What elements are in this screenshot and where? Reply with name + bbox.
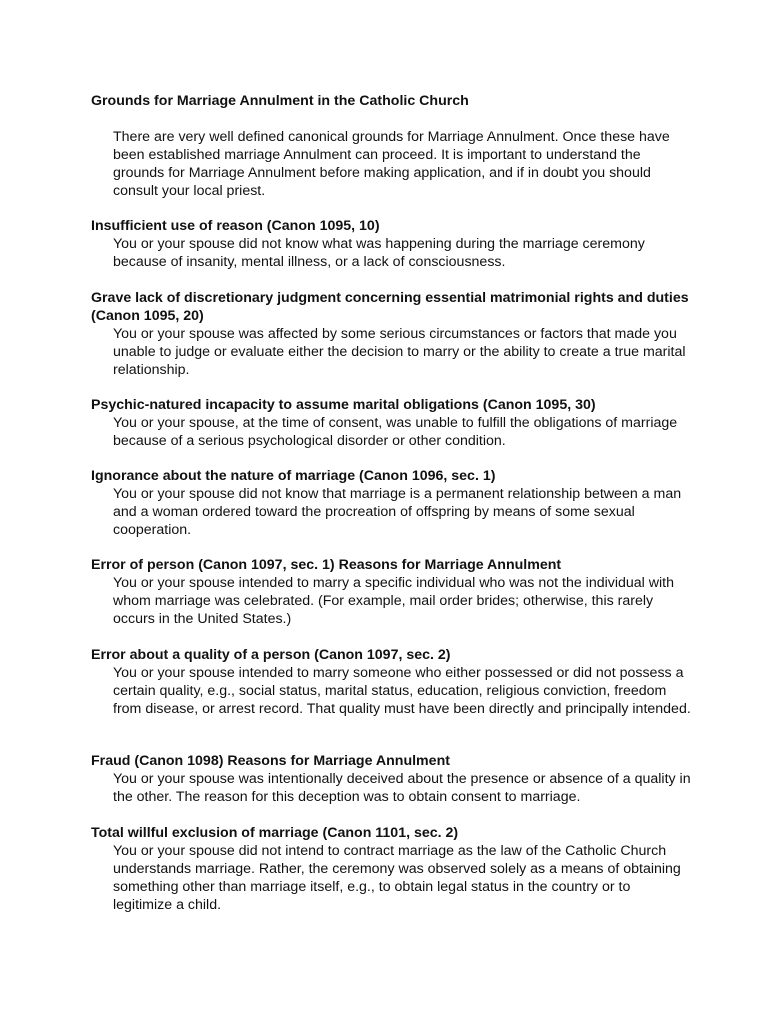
section-heading: Ignorance about the nature of marriage (Canon 1096, sec. 1) — [91, 468, 496, 484]
section-body: You or your spouse did not intend to contract marriage as the law of the Catholic Church understands marriage. Rather, the ceremony was observed solely as a means of obtaining something other than marriage itself, e.g., to obtain legal status in the country or to legitimize a child. — [113, 843, 681, 913]
section-heading: Total willful exclusion of marriage (Canon 1101, sec. 2) — [91, 825, 459, 841]
section-body: You or your spouse was affected by some serious circumstances or factors that made you unable to judge or evaluate either the decision to marry or the ability to create a true marital relationship. — [113, 326, 686, 378]
section-grave-lack-judgment — [91, 289, 691, 379]
section-body: You or your spouse, at the time of consent, was unable to fulfill the obligations of marriage because of a serious psychological disorder or other condition. — [113, 415, 678, 449]
section-heading: Error about a quality of a person (Canon 1097, sec. 2) — [91, 647, 451, 663]
section-heading: Psychic-natured incapacity to assume marital obligations (Canon 1095, 30) — [91, 397, 596, 413]
section-body: You or your spouse intended to marry a specific individual who was not the individual with whom marriage was celebrated. (For example, mail order brides; otherwise, this rarely occurs in the United States.) — [113, 575, 674, 627]
section-heading: Fraud (Canon 1098) Reasons for Marriage Annulment — [91, 753, 450, 769]
section-willful-exclusion — [91, 824, 691, 914]
intro-paragraph: There are very well defined canonical grounds for Marriage Annulment. Once these have been established marriage Annulment can proceed. It is important to understand the grounds for Marriage Annulment before making application, and if in doubt you should consult your local priest. — [113, 129, 670, 199]
section-heading: Error of person (Canon 1097, sec. 1) Reasons for Marriage Annulment — [91, 557, 562, 573]
section-heading: Insufficient use of reason (Canon 1095, 10) — [91, 218, 380, 234]
section-body: You or your spouse was intentionally deceived about the presence or absence of a quality in the other. The reason for this deception was to obtain consent to marriage. — [113, 771, 691, 805]
section-heading: Grave lack of discretionary judgment concerning essential matrimonial rights and duties (Canon 1095, 20) — [91, 290, 689, 324]
section-body: You or your spouse did not know that marriage is a permanent relationship between a man and a woman ordered toward the procreation of offspring by means of some sexual cooperation. — [113, 486, 682, 538]
page-title: Grounds for Marriage Annulment in the Catholic Church — [91, 93, 469, 109]
section-insufficient-reason — [91, 217, 691, 271]
section-psychic-incapacity — [91, 396, 691, 450]
section-fraud — [91, 752, 691, 806]
section-body: You or your spouse intended to marry someone who either possessed or did not possess a certain quality, e.g., social status, marital status, education, religious conviction, freedom from disease, or arrest record. That quality must have been directly and principally intended. — [113, 665, 691, 717]
section-ignorance — [91, 467, 691, 539]
section-error-of-person — [91, 556, 691, 628]
section-body: You or your spouse did not know what was happening during the marriage ceremony because of insanity, mental illness, or a lack of consciousness. — [113, 236, 645, 270]
section-error-quality — [91, 646, 691, 718]
